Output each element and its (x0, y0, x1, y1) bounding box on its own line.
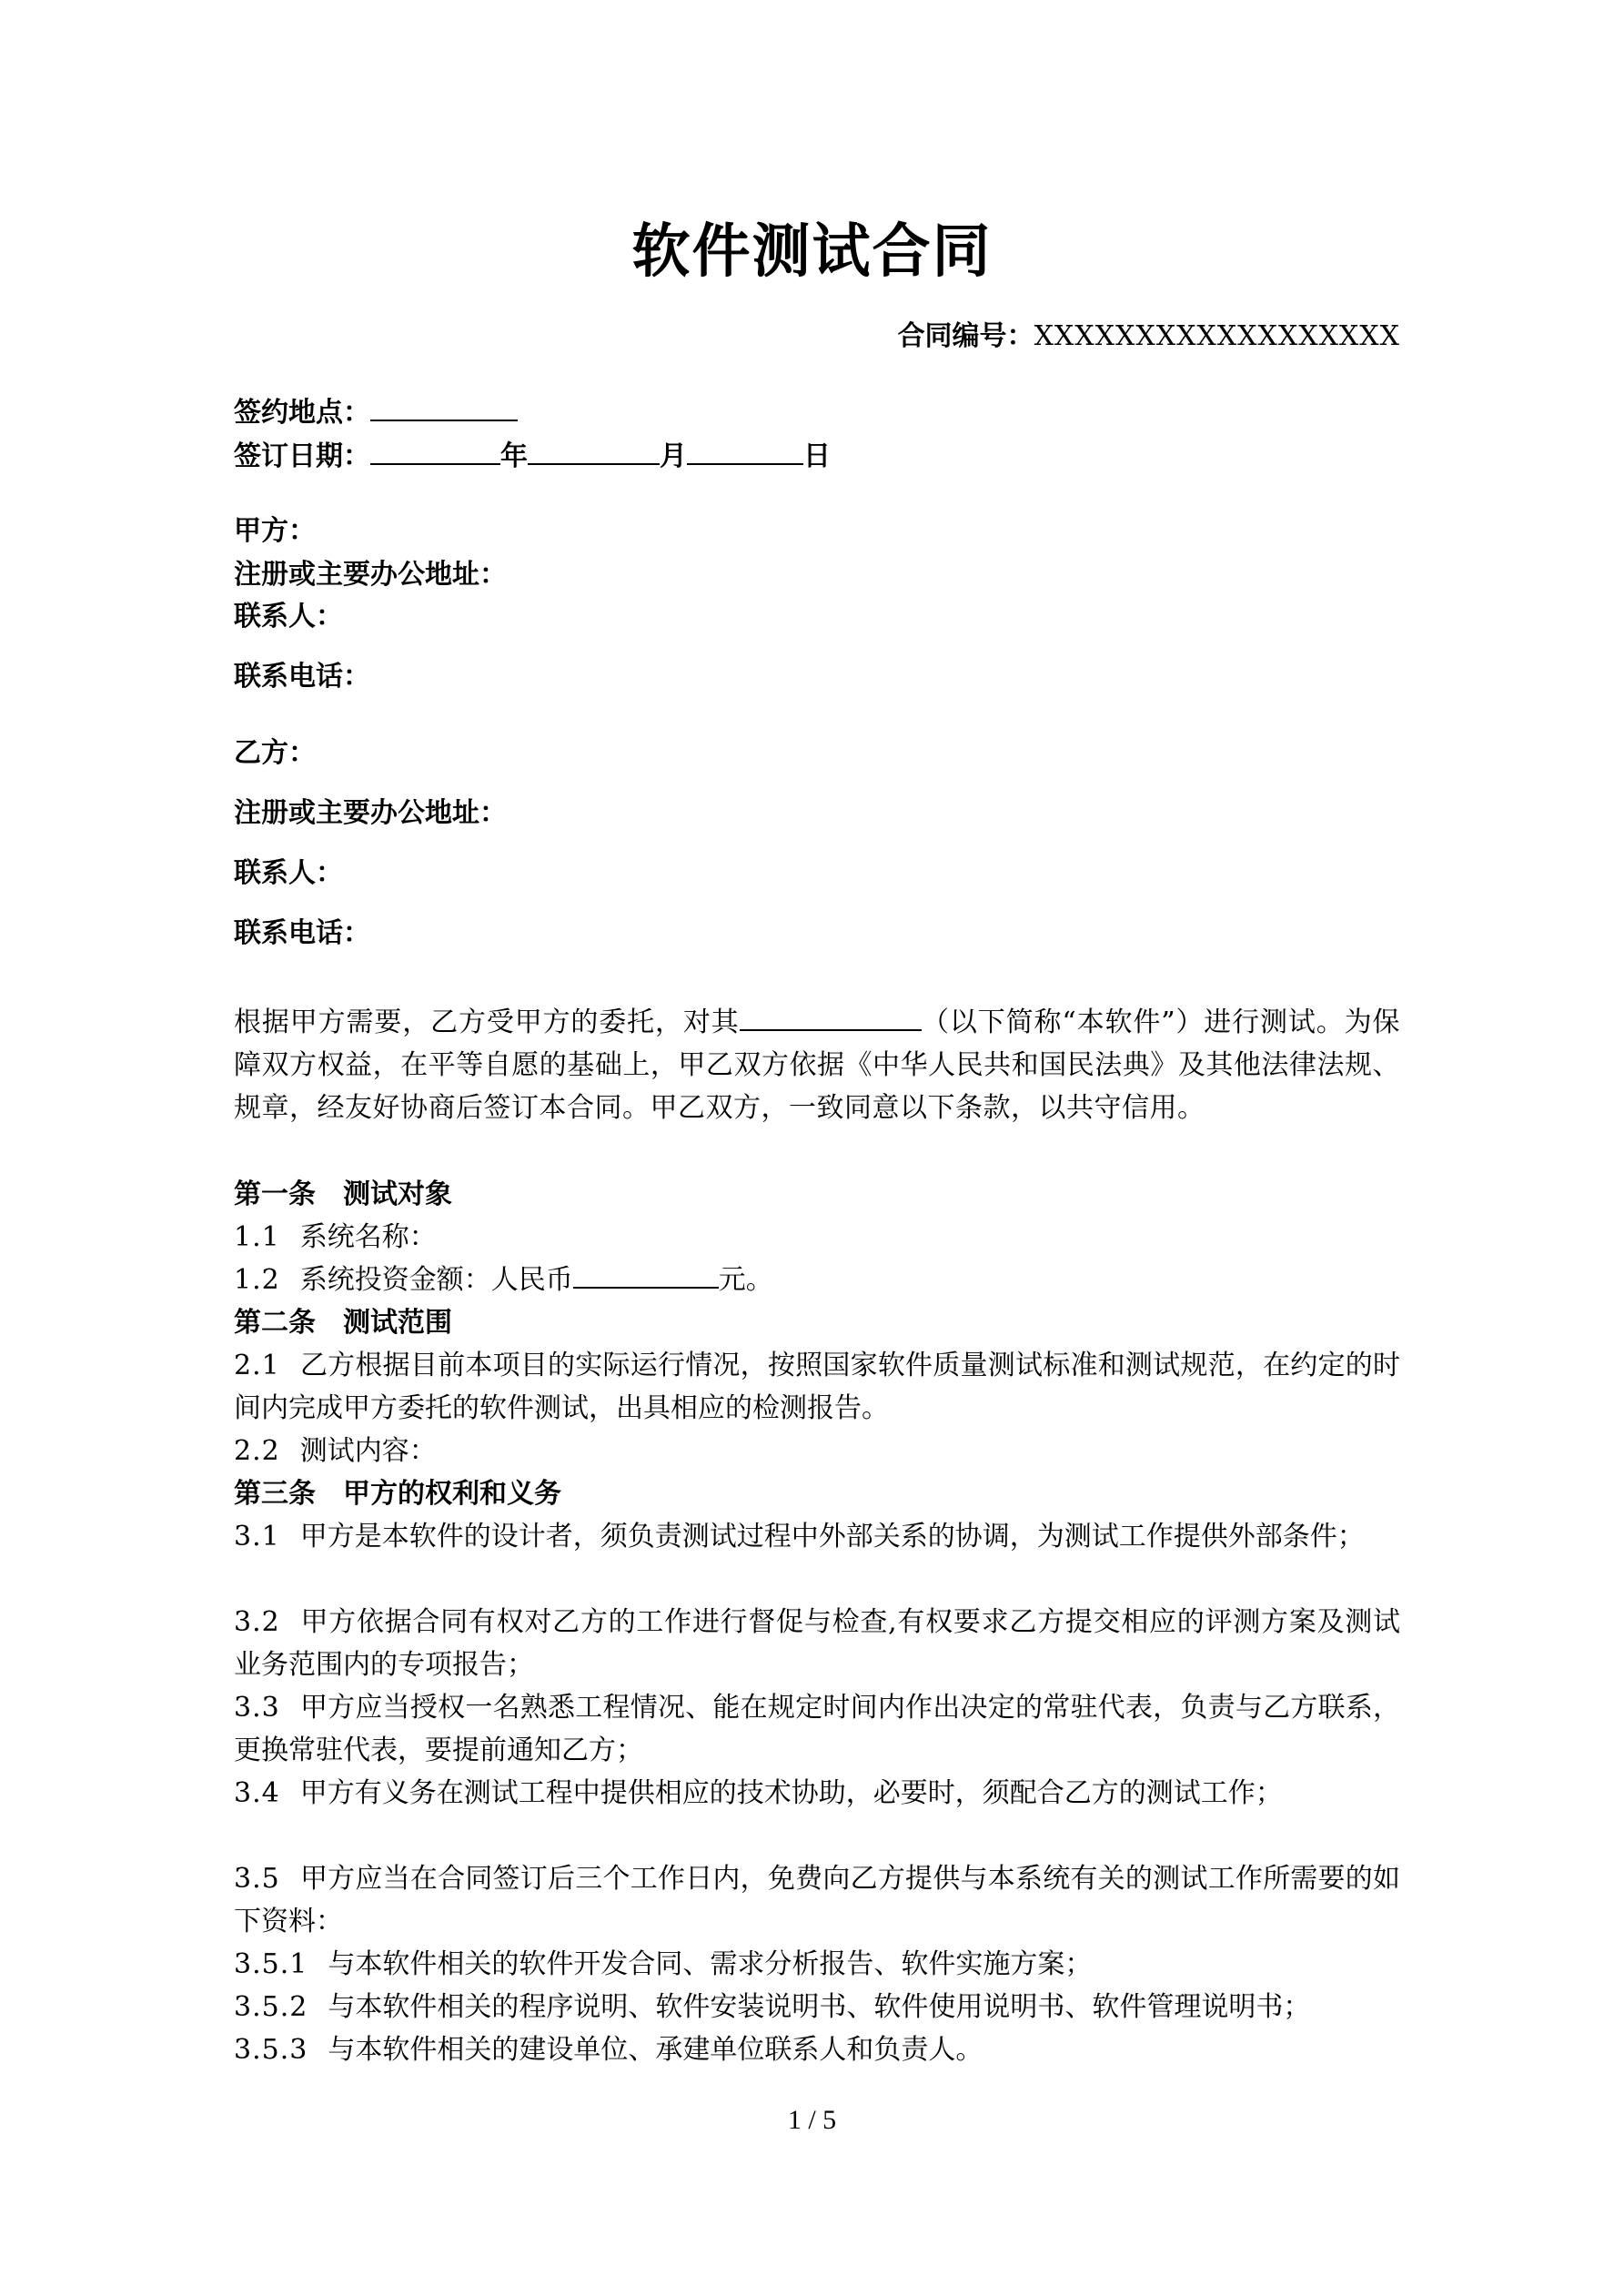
clause-text: 系统名称： (299, 1221, 437, 1253)
intro-paragraph (234, 1001, 1400, 1129)
signing-date (234, 435, 831, 479)
party-b-contact: 联系人： (234, 857, 343, 889)
clause-1-2 (234, 1259, 773, 1302)
clause-number: 1.2 (234, 1264, 280, 1296)
clause-2-1 (234, 1344, 1400, 1430)
clause-text: 与本软件相关的软件开发合同、需求分析报告、软件实施方案； (328, 1948, 1093, 1980)
year-label: 年 (500, 440, 528, 472)
clause-3-4 (234, 1772, 1400, 1815)
article-3-heading: 第三条 甲方的权利和义务 (234, 1478, 561, 1510)
party-a-label: 甲方： (234, 515, 316, 547)
clause-text: 甲方依据合同有权对乙方的工作进行督促与检查,有权要求乙方提交相应的评测方案及测试业务范围内的专项报告； (234, 1606, 1400, 1681)
investment-amount-blank (573, 1259, 719, 1289)
signing-place-label: 签约地点： (234, 397, 370, 429)
day-label: 日 (803, 440, 831, 472)
clause-number: 1.1 (234, 1221, 280, 1253)
party-a-address: 注册或主要办公地址： (234, 559, 507, 591)
contract-title: 软件测试合同 (631, 218, 993, 286)
clause-1-1 (234, 1216, 437, 1259)
clause-text: 乙方根据目前本项目的实际运行情况，按照国家软件质量测试标准和测试规范，在约定的时间内完成甲方委托的软件测试，出具相应的检测报告。 (234, 1350, 1400, 1424)
signing-place (234, 391, 518, 435)
intro-part2: （以下简称“本软件”）进行测试。为保障双方权益，在平等自愿的基础上，甲乙双方依据《中华人民共和国民法典》及其他法律法规、规章，经友好协商后签订本合同。甲乙双方，一致同意以下条款，以共守信用。 (234, 1006, 1400, 1124)
party-b-phone: 联系电话： (234, 917, 370, 949)
contract-number (898, 315, 1400, 359)
clause-number: 3.3 (234, 1692, 280, 1724)
clause-number: 3.4 (234, 1777, 280, 1809)
clause-3-5-3 (234, 2028, 1400, 2071)
clause-text-end: 元。 (718, 1264, 773, 1296)
clause-3-3 (234, 1686, 1400, 1772)
article-2-heading: 第二条 测试范围 (234, 1307, 452, 1339)
clause-3-2 (234, 1601, 1400, 1686)
clause-number: 2.1 (234, 1350, 280, 1381)
party-b-label: 乙方： (234, 737, 316, 769)
party-a-contact: 联系人： (234, 601, 343, 632)
clause-3-5 (234, 1857, 1400, 1943)
party-b-address: 注册或主要办公地址： (234, 797, 507, 829)
clause-number: 3.2 (234, 1606, 280, 1638)
page-number: 1 / 5 (787, 2105, 837, 2135)
clause-text: 与本软件相关的建设单位、承建单位联系人和负责人。 (328, 2034, 983, 2066)
clause-number: 3.5 (234, 1863, 280, 1895)
clause-text: 甲方应当在合同签订后三个工作日内，免费向乙方提供与本系统有关的测试工作所需要的如下资料： (234, 1863, 1400, 1937)
clause-number: 2.2 (234, 1435, 280, 1467)
signing-date-label: 签订日期： (234, 440, 370, 472)
software-name-blank (740, 1002, 922, 1031)
clause-number: 3.5.3 (234, 2034, 308, 2066)
clause-3-5-2 (234, 1986, 1400, 2028)
clause-text: 测试内容： (299, 1435, 437, 1467)
party-a-phone: 联系电话： (234, 661, 370, 693)
clause-3-1 (234, 1515, 1400, 1558)
clause-text: 甲方有义务在测试工程中提供相应的技术协助，必要时，须配合乙方的测试工作； (299, 1777, 1283, 1809)
clause-2-2 (234, 1430, 437, 1473)
clause-number: 3.5.2 (234, 1991, 308, 2023)
clause-number: 3.1 (234, 1521, 280, 1553)
article-1-heading: 第一条 测试对象 (234, 1178, 452, 1210)
month-blank (528, 436, 660, 465)
clause-text: 甲方是本软件的设计者，须负责测试过程中外部关系的协调，为测试工作提供外部条件； (299, 1521, 1365, 1553)
clause-text: 甲方应当授权一名熟悉工程情况、能在规定时间内作出决定的常驻代表，负责与乙方联系，更换常驻代表，要提前通知乙方； (234, 1692, 1400, 1766)
clause-text: 系统投资金额：人民币 (299, 1264, 573, 1296)
clause-text: 与本软件相关的程序说明、软件安装说明书、软件使用说明书、软件管理说明书； (328, 1991, 1311, 2023)
contract-number-label: 合同编号： (897, 320, 1034, 352)
day-blank (687, 436, 803, 465)
year-blank (370, 436, 500, 465)
clause-number: 3.5.1 (234, 1948, 308, 1980)
intro-part1: 根据甲方需要，乙方受甲方的委托，对其 (234, 1006, 740, 1038)
month-label: 月 (660, 440, 687, 472)
contract-number-value: XXXXXXXXXXXXXXXXXX (1034, 320, 1400, 352)
clause-3-5-1 (234, 1943, 1400, 1986)
signing-place-blank (370, 392, 518, 421)
